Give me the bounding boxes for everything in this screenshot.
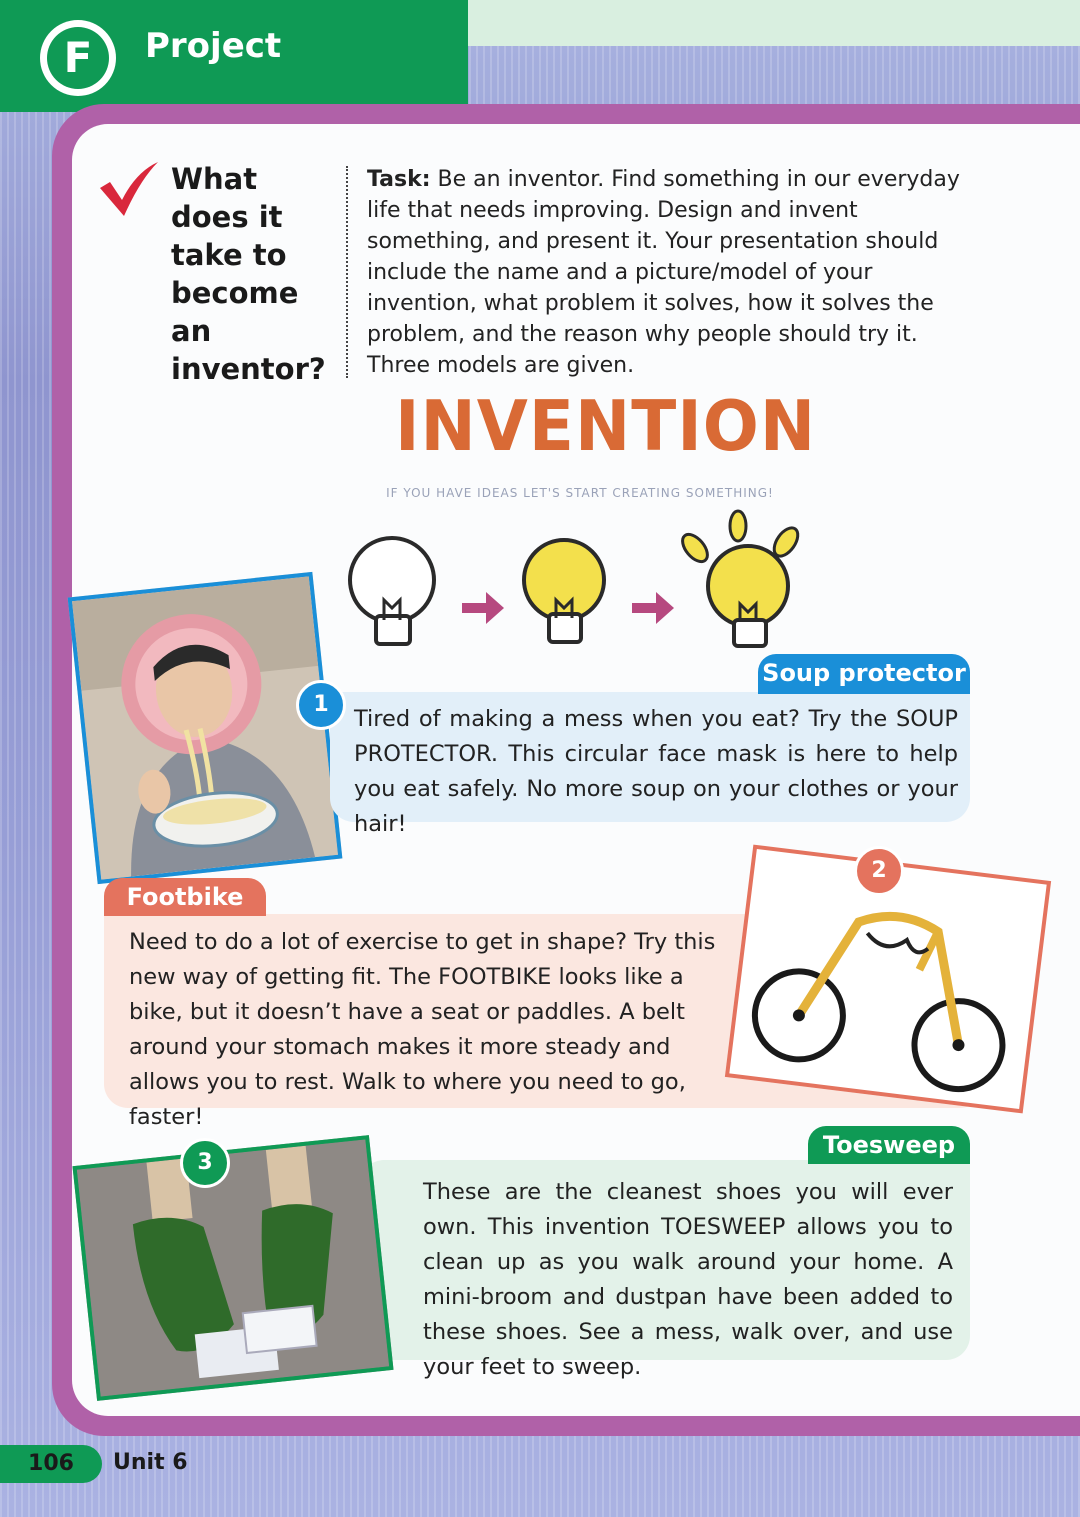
arrow-right-icon	[632, 592, 674, 624]
checkmark-icon	[96, 158, 162, 220]
bulb-idea-icon	[678, 511, 803, 646]
dotted-divider	[346, 166, 348, 378]
toesweep-photo	[72, 1135, 393, 1401]
toesweep-tab: Toesweep	[808, 1126, 970, 1164]
task-text: Be an inventor. Find something in our everyday life that needs improving. Design and invent something, and present it. Your presentation should include the name and a picture/model of your invention, what problem it solves, how it solves the problem, and the reason why people should try it. Three models are given.	[367, 167, 960, 378]
page-number: 106	[0, 1445, 102, 1483]
header-accent-band	[468, 0, 1080, 46]
item-number-badge: 2	[854, 846, 904, 896]
task-description	[367, 164, 979, 381]
unit-label: Unit 6	[113, 1450, 188, 1475]
invention-subtitle: IF YOU HAVE IDEAS LET'S START CREATING SOMETHING!	[386, 486, 774, 500]
bulb-off-icon	[350, 538, 434, 644]
section-title: Project	[145, 26, 282, 66]
bulb-on-icon	[524, 540, 604, 642]
invention-title: INVENTION	[395, 386, 817, 467]
soup-protector-tab: Soup protector	[758, 654, 970, 694]
essential-question: What does it take to become an inventor?	[171, 162, 326, 386]
item-number-badge: 1	[296, 680, 346, 730]
section-letter: F	[47, 27, 109, 89]
toesweep-text: These are the cleanest shoes you will ever own. This invention TOESWEEP allows you to clean up as you walk around your home. A mini-broom and dustpan have been added to these shoes. See a mess, walk over, and use your feet to sweep.	[423, 1179, 953, 1380]
task-label: Task:	[367, 167, 431, 192]
footbike-text: Need to do a lot of exercise to get in shape? Try this new way of getting fit. The FOOTBIKE looks like a bike, but it doesn’t have a seat or paddles. A belt around your stomach makes it more steady and allows you to rest. Walk to where you need to go, faster!	[129, 929, 716, 1130]
light-bulbs-illustration	[340, 508, 810, 658]
section-header	[0, 0, 468, 112]
toesweep-illustration	[77, 1139, 389, 1396]
item-number-badge: 3	[180, 1138, 230, 1188]
soup-protector-text: Tired of making a mess when you eat? Try the SOUP PROTECTOR. This circular face mask is here to help you eat safely. No more soup on your clothes or your hair!	[354, 706, 958, 837]
footbike-tab: Footbike	[104, 878, 266, 916]
arrow-right-icon	[462, 592, 504, 624]
soup-protector-illustration	[72, 576, 338, 879]
soup-protector-photo	[68, 572, 343, 884]
